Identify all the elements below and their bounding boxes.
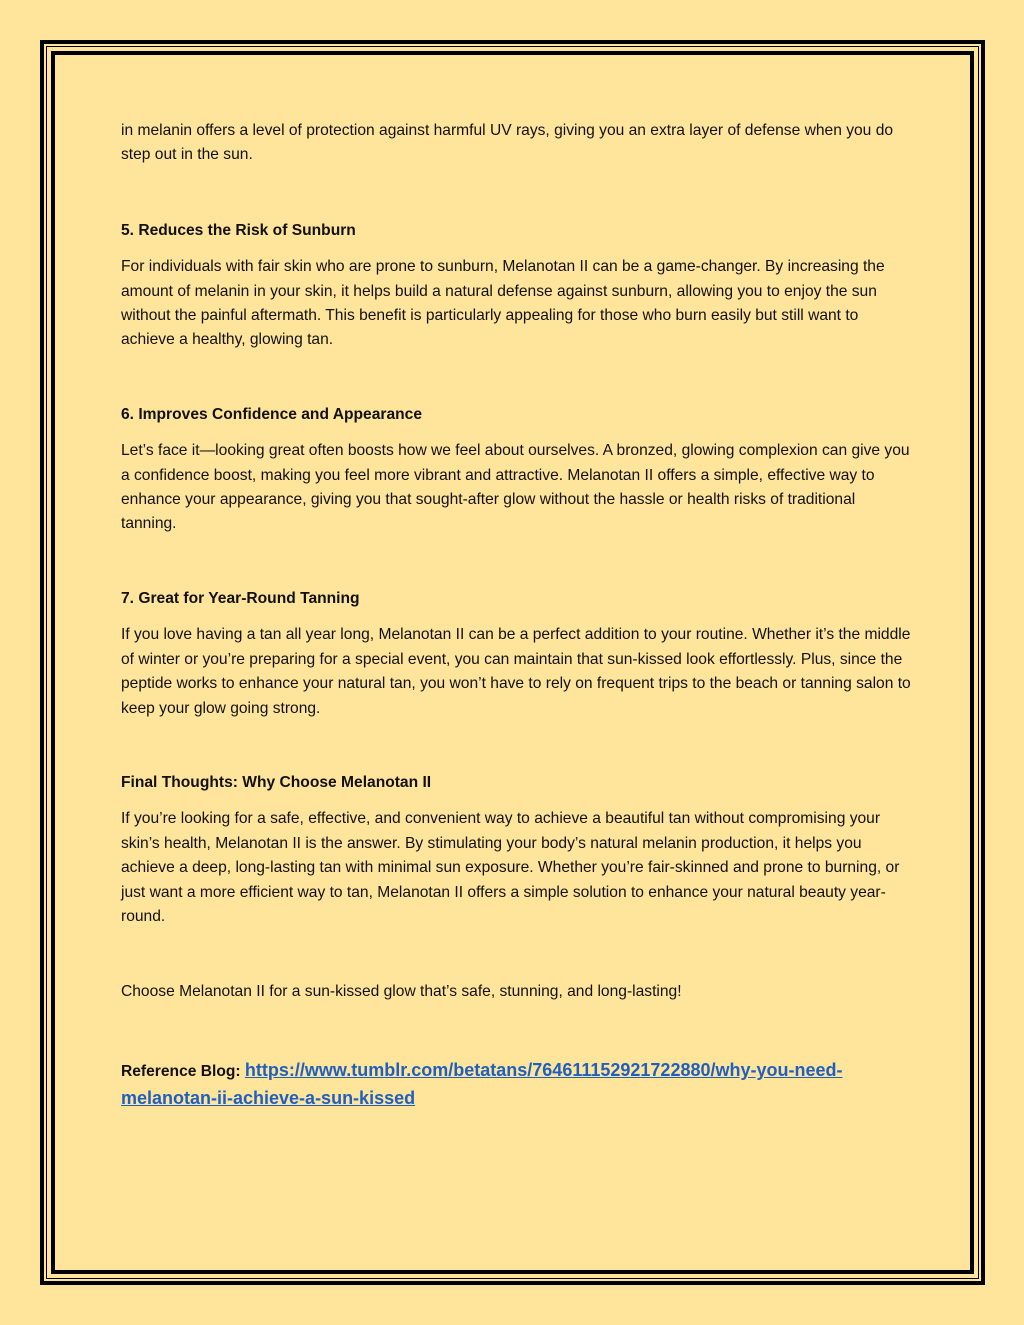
section-body-final-thoughts: If you’re looking for a safe, effective, and convenient way to achieve a beautiful tan without compromising your skin’s health, Melanotan II is the answer. By stimulating your body’s natural melanin production, it helps you achieve a deep, long-lasting tan with minimal sun exposure. Whether you’re fair-skinned and prone to burning, or just want a more efficient way to tan, Melanotan II offers a simple solution to enhance your natural beauty year-round. <box>121 810 900 925</box>
document-body <box>121 119 911 1113</box>
intro-paragraph: in melanin offers a level of protection against harmful UV rays, giving you an extra layer of defense when you do step out in the sun. <box>121 122 894 164</box>
reference-blog <box>121 1057 911 1113</box>
section-heading-sunburn: 5. Reduces the Risk of Sunburn <box>121 221 356 239</box>
section-body-sunburn: For individuals with fair skin who are prone to sunburn, Melanotan II can be a game-changer. By increasing the amount of melanin in your skin, it helps build a natural defense against sunburn, allowing you to enjoy the sun without the painful aftermath. This benefit is particularly appealing for those who burn easily but still want to achieve a healthy, glowing tan. <box>121 258 885 349</box>
section-body-confidence: Let’s face it—looking great often boosts how we feel about ourselves. A bronzed, glowing complexion can give you a confidence boost, making you feel more vibrant and attractive. Melanotan II offers a simple, effective way to enhance your appearance, giving you that sought-after glow without the hassle or health risks of traditional tanning. <box>121 442 910 533</box>
section-heading-confidence: 6. Improves Confidence and Appearance <box>121 405 422 423</box>
reference-label: Reference Blog: <box>121 1062 245 1080</box>
section-heading-final-thoughts: Final Thoughts: Why Choose Melanotan II <box>121 773 432 791</box>
section-body-year-round: If you love having a tan all year long, Melanotan II can be a perfect addition to your routine. Whether it’s the middle of winter or you’re preparing for a special event, you can maintain that sun-kissed look effortlessly. Plus, since the peptide works to enhance your natural tan, you won’t have to rely on frequent trips to the beach or tanning salon to keep your glow going strong. <box>121 626 911 717</box>
reference-link[interactable]: https://www.tumblr.com/betatans/764611152921722880/why-you-need-melanotan-ii-achieve-a-sun-kissed <box>121 1059 843 1108</box>
closing-line: Choose Melanotan II for a sun-kissed glow that’s safe, stunning, and long-lasting! <box>121 983 682 1001</box>
section-heading-year-round: 7. Great for Year-Round Tanning <box>121 589 360 607</box>
